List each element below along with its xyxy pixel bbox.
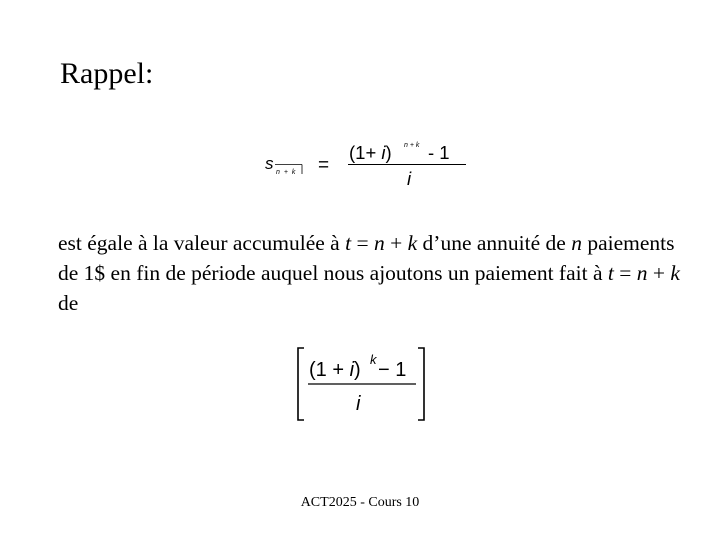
formula2-num-tail: − 1	[378, 359, 407, 381]
formula1-num-close: )	[385, 142, 392, 163]
paragraph-var-t: t	[345, 231, 352, 255]
formula1-denominator: i	[407, 168, 412, 189]
formula2-num-open: (1 +	[309, 359, 350, 381]
formula1-num-tail: - 1	[428, 142, 450, 163]
paragraph-run: paiements de 1$ en fin de période auquel nous ajoutons un paiement fait à	[58, 231, 675, 285]
formula2-numerator	[309, 359, 361, 381]
paragraph-run: est égale à la valeur accumulée à	[58, 231, 346, 255]
paragraph-var-k: k	[670, 261, 680, 285]
paragraph-var-n: n	[636, 261, 648, 285]
formula-accumulated-value	[262, 136, 472, 192]
formula2-exponent: k	[370, 352, 377, 367]
formula2-denominator: i	[356, 393, 361, 415]
paragraph-var-n: n	[373, 231, 385, 255]
formula1-numerator	[349, 142, 392, 163]
formula1-lhs: s	[265, 154, 274, 173]
paragraph-run: =	[351, 231, 374, 255]
formula1-equals: =	[318, 155, 330, 176]
formula-extra-payment	[292, 344, 432, 424]
paragraph-run: +	[384, 231, 408, 255]
paragraph-var-t: t	[607, 261, 614, 285]
formula1-lhs-subscript: n + k	[276, 169, 297, 176]
paragraph-run: =	[613, 261, 637, 285]
paragraph-run: +	[647, 261, 671, 285]
paragraph-var-k: k	[407, 231, 418, 255]
slide-title: Rappel:	[60, 57, 154, 90]
formula2-num-close: )	[354, 359, 361, 381]
formula2-num-var: i	[349, 359, 355, 381]
slide-footer: ACT2025 - Cours 10	[300, 495, 420, 510]
formula2-left-bracket	[298, 348, 304, 420]
formula2-right-bracket	[418, 348, 424, 420]
paragraph-run: d’une annuité de	[417, 231, 572, 255]
paragraph-var-n: n	[571, 231, 582, 255]
body-paragraph	[58, 228, 698, 318]
paragraph-run: de	[58, 291, 79, 315]
formula1-exponent: n + k	[404, 142, 420, 149]
formula1-num-open: (1+	[349, 142, 382, 163]
formula1-num-var: i	[381, 142, 386, 163]
